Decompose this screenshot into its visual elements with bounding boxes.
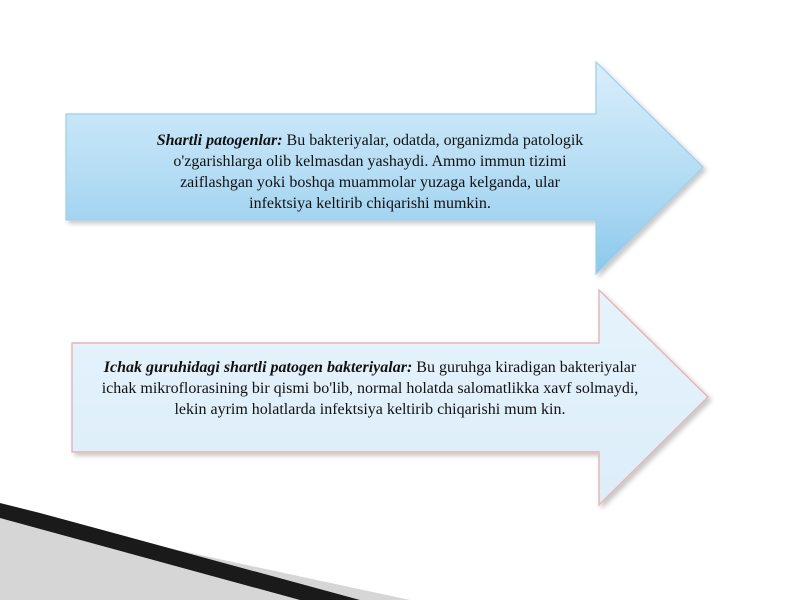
arrow-1-description: Bu bakteriyalar, odatda, organizmda patologik o'zgarishlarga olib kelmasdan yashaydi. Ammo immun tizimi zaiflashgan yoki boshqa muammolar yuzaga kelganda, ular infektsiya keltirib chiqarishi mumkin. <box>173 132 584 212</box>
arrow-1-text <box>150 130 590 214</box>
arrow-1-term: Shartli patogenlar: <box>156 132 283 149</box>
arrow-2-text <box>100 357 640 420</box>
arrow-2-description: Bu guruhga kiradigan bakteriyalar ichak mikroflorasining bir qismi bo'lib, normal holatda salomatlikka xavf solmaydi, lekin ayrim holatlarda infektsiya keltirib chiqarishi mum kin. <box>101 359 639 418</box>
arrow-2-term: Ichak guruhidagi shartli patogen bakteriyalar: <box>103 359 413 376</box>
